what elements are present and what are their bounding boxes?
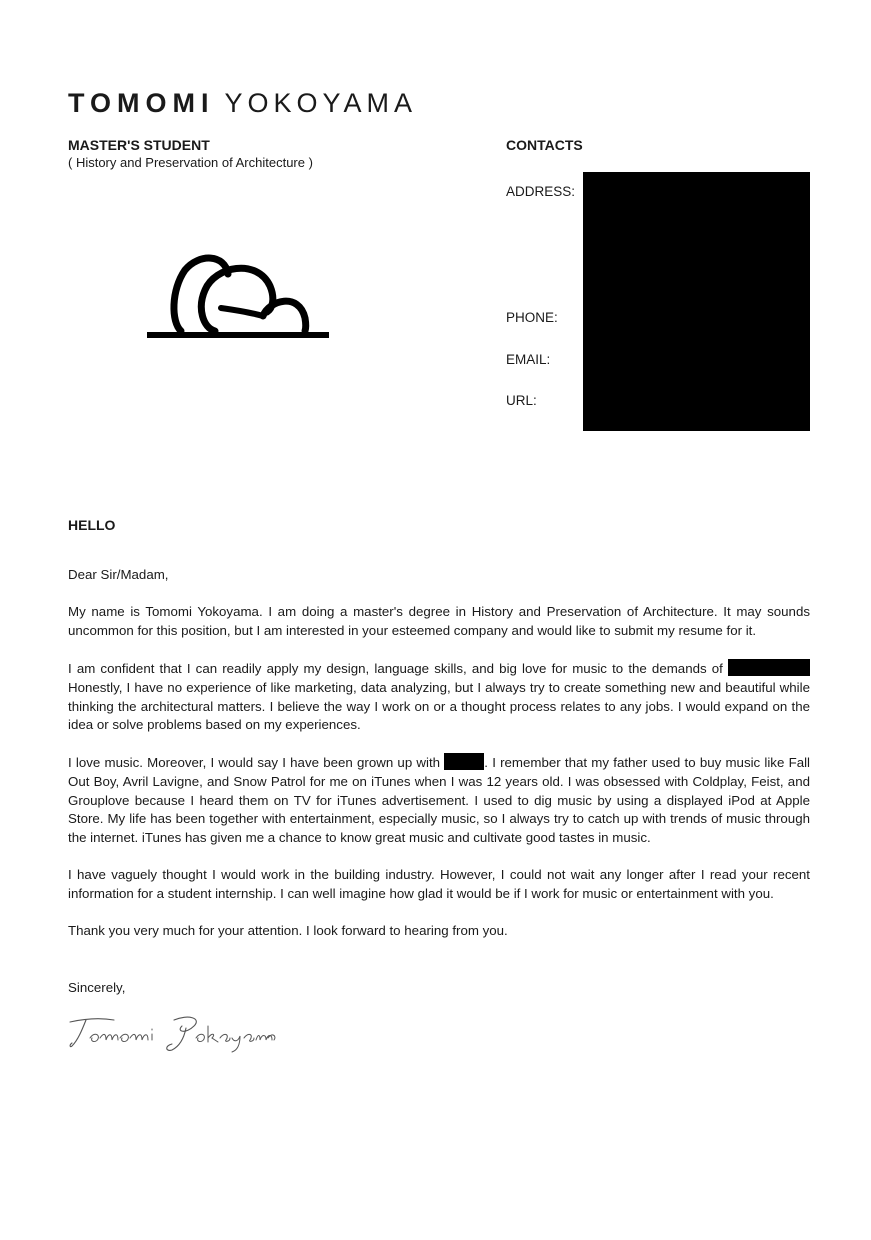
applicant-name xyxy=(68,88,417,119)
paragraph-internship: I have vaguely thought I would work in the building industry. However, I could not wait any longer after I read your recent information for a student internship. I can well imagine how glad it would be if I work for music or entertainment with you. xyxy=(68,867,810,901)
handwritten-signature xyxy=(68,1012,278,1054)
role-subtitle: ( History and Preservation of Architecture ) xyxy=(68,155,313,170)
paragraph-confidence-end: Honestly, I have no experience of like marketing, data analyzing, but I always try to create something new and beautiful while thinking the architectural matters. I believe the way I work on or a thought process relates to any jobs. I would expand on the idea or solve problems based on my experiences. xyxy=(68,679,810,733)
role-title: MASTER'S STUDENT xyxy=(68,137,210,153)
email-label: EMAIL: xyxy=(506,352,551,367)
redacted-contact-details xyxy=(583,172,810,431)
paragraph-confidence-start: I am confident that I can readily apply my design, language skills, and big love for music to the demands of xyxy=(68,661,728,676)
paragraph-music-start: I love music. Moreover, I would say I have been grown up with xyxy=(68,755,445,770)
salutation: Dear Sir/Madam, xyxy=(68,567,169,582)
redacted-company-name xyxy=(728,659,810,676)
cloud-logo-icon xyxy=(145,248,331,342)
paragraph-music xyxy=(68,753,810,848)
url-label: URL: xyxy=(506,393,537,408)
first-name: TOMOMI xyxy=(68,88,215,118)
closing: Sincerely, xyxy=(68,980,126,995)
last-name: YOKOYAMA xyxy=(224,88,418,118)
redacted-brand-name xyxy=(444,753,484,770)
paragraph-music-end: . I remember that my father used to buy music like Fall Out Boy, Avril Lavigne, and Snow Patrol for me on iTunes when I was 12 years old. I was obsessed with Coldplay, Feist, and Grouplove because I heard them on TV for iTunes advertisement. I used to dig music by using a displayed iPod at Apple Store. My life has been together with entertainment, especially music, so I always try to catch up with trends of music through the internet. iTunes has given me a chance to know great music and cultivate good tastes in music. xyxy=(68,755,810,846)
paragraph-thanks: Thank you very much for your attention. I look forward to hearing from you. xyxy=(68,923,508,938)
address-label: ADDRESS: xyxy=(506,184,576,199)
contacts-title: CONTACTS xyxy=(506,137,583,153)
paragraph-confidence xyxy=(68,659,810,735)
paragraph-intro: My name is Tomomi Yokoyama. I am doing a master's degree in History and Preservation of Architecture. It may sounds uncommon for this position, but I am interested in your esteemed company and would like to submit my resume for it. xyxy=(68,604,810,638)
phone-label: PHONE: xyxy=(506,310,558,325)
letter-heading: HELLO xyxy=(68,517,116,533)
